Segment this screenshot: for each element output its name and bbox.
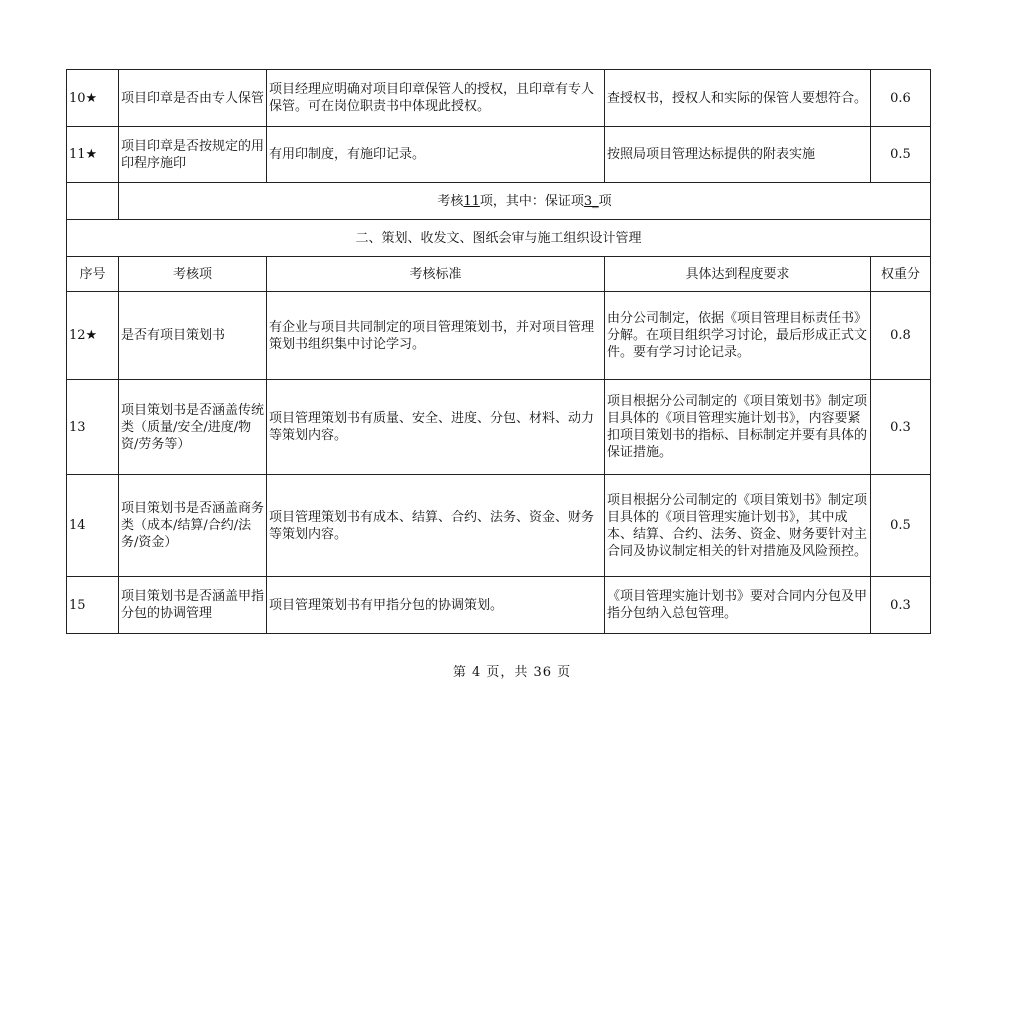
summary-text: [119, 183, 931, 220]
weight-score: 0.5: [871, 475, 931, 577]
header-no: 序号: [67, 257, 119, 292]
assessment-item: 项目印章是否由专人保管: [119, 70, 267, 127]
summary-mid: 项，其中：保证项: [479, 193, 584, 209]
assessment-standard: 项目管理策划书有甲指分包的协调策划。: [267, 577, 605, 634]
table-row: [67, 292, 931, 380]
table-row: [67, 475, 931, 577]
assessment-item: 项目策划书是否涵盖传统类（质量/安全/进度/物资/劳务等）: [119, 380, 267, 475]
weight-score: 0.5: [871, 127, 931, 183]
weight-score: 0.3: [871, 577, 931, 634]
assessment-standard: 有企业与项目共同制定的项目管理策划书，并对项目管理策划书组织集中讨论学习。: [267, 292, 605, 380]
row-number: 13: [67, 380, 119, 475]
table-row: [67, 577, 931, 634]
table-row: [67, 127, 931, 183]
assessment-standard: 项目管理策划书有质量、安全、进度、分包、材料、动力等策划内容。: [267, 380, 605, 475]
assessment-item: 项目策划书是否涵盖商务类（成本/结算/合约/法务/资金）: [119, 475, 267, 577]
assessment-standard: 项目管理策划书有成本、结算、合约、法务、资金、财务等策划内容。: [267, 475, 605, 577]
summary-guarantee-count: 3_: [583, 193, 599, 209]
header-standard: 考核标准: [267, 257, 605, 292]
section-title: 二、策划、收发文、图纸会审与施工组织设计管理: [67, 220, 931, 257]
row-number: 12★: [67, 292, 119, 380]
requirement: 查授权书，授权人和实际的保管人要想符合。: [605, 70, 871, 127]
table-row: [67, 380, 931, 475]
header-weight: 权重分: [871, 257, 931, 292]
requirement: 项目根据分公司制定的《项目策划书》制定项目具体的《项目管理实施计划书》，其中成本、结算、合约、法务、资金、财务要针对主合同及协议制定相关的针对措施及风险预控。: [605, 475, 871, 577]
row-number: 11★: [67, 127, 119, 183]
header-requirement: 具体达到程度要求: [605, 257, 871, 292]
requirement: 由分公司制定，依据《项目管理目标责任书》分解。在项目组织学习讨论，最后形成正式文件。要有学习讨论记录。: [605, 292, 871, 380]
weight-score: 0.6: [871, 70, 931, 127]
summary-prefix: 考核: [437, 193, 464, 209]
summary-blank-cell: [67, 183, 119, 220]
header-item: 考核项: [119, 257, 267, 292]
header-row: [67, 257, 931, 292]
assessment-table: [66, 69, 931, 634]
table-row: [67, 70, 931, 127]
requirement: 项目根据分公司制定的《项目策划书》制定项目具体的《项目管理实施计划书》，内容要紧扣项目策划书的指标、目标制定并要有具体的保证措施。: [605, 380, 871, 475]
summary-count: 11: [463, 193, 480, 209]
assessment-standard: 项目经理应明确对项目印章保管人的授权，且印章有专人保管。可在岗位职责书中体现此授权。: [267, 70, 605, 127]
requirement: 《项目管理实施计划书》要对合同内分包及甲指分包纳入总包管理。: [605, 577, 871, 634]
row-number: 15: [67, 577, 119, 634]
section-title-row: [67, 220, 931, 257]
requirement: 按照局项目管理达标提供的附表实施: [605, 127, 871, 183]
assessment-item: 是否有项目策划书: [119, 292, 267, 380]
weight-score: 0.3: [871, 380, 931, 475]
assessment-item: 项目印章是否按规定的用印程序施印: [119, 127, 267, 183]
summary-suffix: 项: [598, 193, 612, 209]
assessment-item: 项目策划书是否涵盖甲指分包的协调管理: [119, 577, 267, 634]
row-number: 14: [67, 475, 119, 577]
summary-row: [67, 183, 931, 220]
page-number-footer: 第 4 页，共 36 页: [452, 665, 572, 680]
row-number: 10★: [67, 70, 119, 127]
assessment-standard: 有用印制度，有施印记录。: [267, 127, 605, 183]
weight-score: 0.8: [871, 292, 931, 380]
